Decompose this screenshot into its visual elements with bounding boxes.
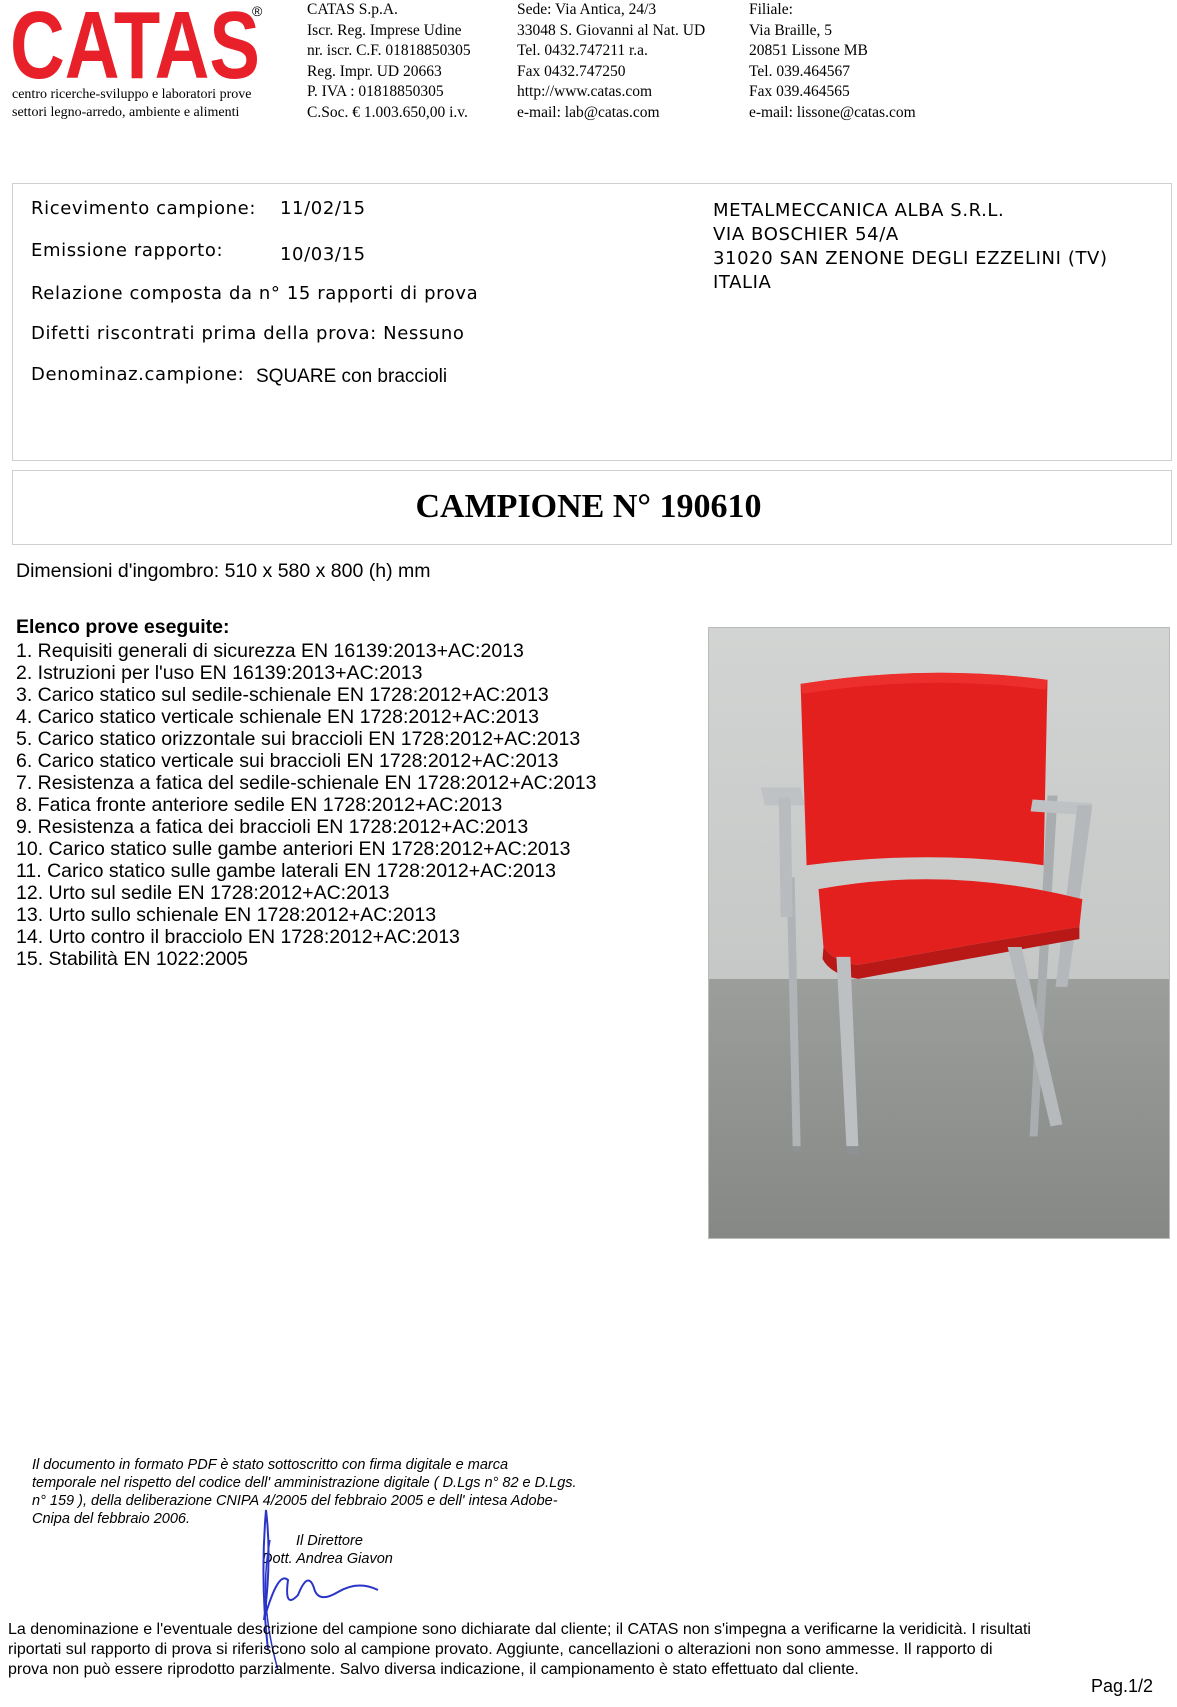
list-item: 11. Carico statico sulle gambe laterali EN 1728:2012+AC:2013 <box>16 860 557 882</box>
director-name: Dott. Andrea Giavon <box>262 1551 393 1567</box>
dimensions: Dimensioni d'ingombro: 510 x 580 x 800 (h) mm <box>16 560 431 582</box>
list-item: 6. Carico statico verticale sui braccioli EN 1728:2012+AC:2013 <box>16 750 559 772</box>
tests-list <box>16 640 597 970</box>
disclaimer: La denominazione e l'eventuale descrizione del campione sono dichiarate dal cliente; il CATAS non s'impegna a verificarne la veridicità. I risultati riportati sul rapporto di prova si riferiscono solo al campione provato. Aggiunte, cancellazioni o alterazioni non sono ammesse. Il rapporto di prova non può essere riprodotto parzialmente. Salvo diversa indicazione, il campionamento è stato effettuato dal cliente. <box>8 1621 1031 1678</box>
headquarters-info: Sede: Via Antica, 24/3 33048 S. Giovanni al Nat. UD Tel. 0432.747211 r.a. Fax 0432.747250 http://www.catas.com e-mail: lab@catas.com <box>517 1 706 121</box>
sample-name: SQUARE con braccioli <box>256 366 448 387</box>
chair-photo <box>708 627 1170 1239</box>
list-item: 2. Istruzioni per l'uso EN 16139:2013+AC:2013 <box>16 662 423 684</box>
page-number: Pag.1/2 <box>1090 1676 1153 1696</box>
digital-signature-note: Il documento in formato PDF è stato sottoscritto con firma digitale e marca temporale nel rispetto del codice dell' amministrazione digitale ( D.Lgs n° 82 e D.Lgs. n° 159 ), della deliberazione CNIPA 4/2005 del febbraio 2005 e dell' intesa Adobe- Cnipa del febbraio 2006. <box>32 1457 577 1527</box>
received-label: Ricevimento campione: <box>31 198 256 219</box>
list-item: 8. Fatica fronte anteriore sedile EN 1728:2012+AC:2013 <box>16 794 503 816</box>
sample-number-title: CAMPIONE N° 190610 <box>415 488 762 525</box>
company-registration-info: CATAS S.p.A. Iscr. Reg. Imprese Udine nr. iscr. C.F. 01818850305 Reg. Impr. UD 20663 P. IVA : 01818850305 C.Soc. € 1.003.650,00 i.v. <box>307 1 471 121</box>
list-item: 12. Urto sul sedile EN 1728:2012+AC:2013 <box>16 882 390 904</box>
client-address: METALMECCANICA ALBA S.R.L. VIA BOSCHIER 54/A 31020 SAN ZENONE DEGLI EZZELINI (TV) ITALIA <box>713 200 1108 293</box>
sample-name-label: Denominaz.campione: <box>31 364 245 385</box>
list-item: 10. Carico statico sulle gambe anteriori EN 1728:2012+AC:2013 <box>16 838 571 860</box>
list-item: 9. Resistenza a fatica dei braccioli EN 1728:2012+AC:2013 <box>16 816 529 838</box>
logo-text: CATAS <box>10 2 260 90</box>
list-item: 14. Urto contro il bracciolo EN 1728:2012+AC:2013 <box>16 926 460 948</box>
branch-info: Filiale: Via Braille, 5 20851 Lissone MB Tel. 039.464567 Fax 039.464565 e-mail: lissone@catas.com <box>749 1 916 121</box>
received-date: 11/02/15 <box>280 198 366 219</box>
director-title: Il Direttore <box>296 1533 363 1549</box>
list-item: 3. Carico statico sul sedile-schienale EN 1728:2012+AC:2013 <box>16 684 549 706</box>
logo-tagline: centro ricerche-sviluppo e laboratori prove settori legno-arredo, ambiente e alimenti <box>12 87 252 120</box>
defects-found: Difetti riscontrati prima della prova: Nessuno <box>31 323 465 344</box>
list-item: 4. Carico statico verticale schienale EN 1728:2012+AC:2013 <box>16 706 540 728</box>
list-item: 13. Urto sullo schienale EN 1728:2012+AC:2013 <box>16 904 437 926</box>
list-item: 15. Stabilità EN 1022:2005 <box>16 948 249 970</box>
issued-label: Emissione rapporto: <box>31 240 224 261</box>
list-item: 5. Carico statico orizzontale sui braccioli EN 1728:2012+AC:2013 <box>16 728 581 750</box>
report-composition: Relazione composta da n° 15 rapporti di prova <box>31 283 479 304</box>
issued-date: 10/03/15 <box>280 244 366 265</box>
list-item: 7. Resistenza a fatica del sedile-schienale EN 1728:2012+AC:2013 <box>16 772 597 794</box>
registered-mark: ® <box>252 3 263 19</box>
catas-logo <box>8 2 278 90</box>
list-item: 1. Requisiti generali di sicurezza EN 16139:2013+AC:2013 <box>16 640 524 662</box>
tests-heading: Elenco prove eseguite: <box>16 616 230 638</box>
